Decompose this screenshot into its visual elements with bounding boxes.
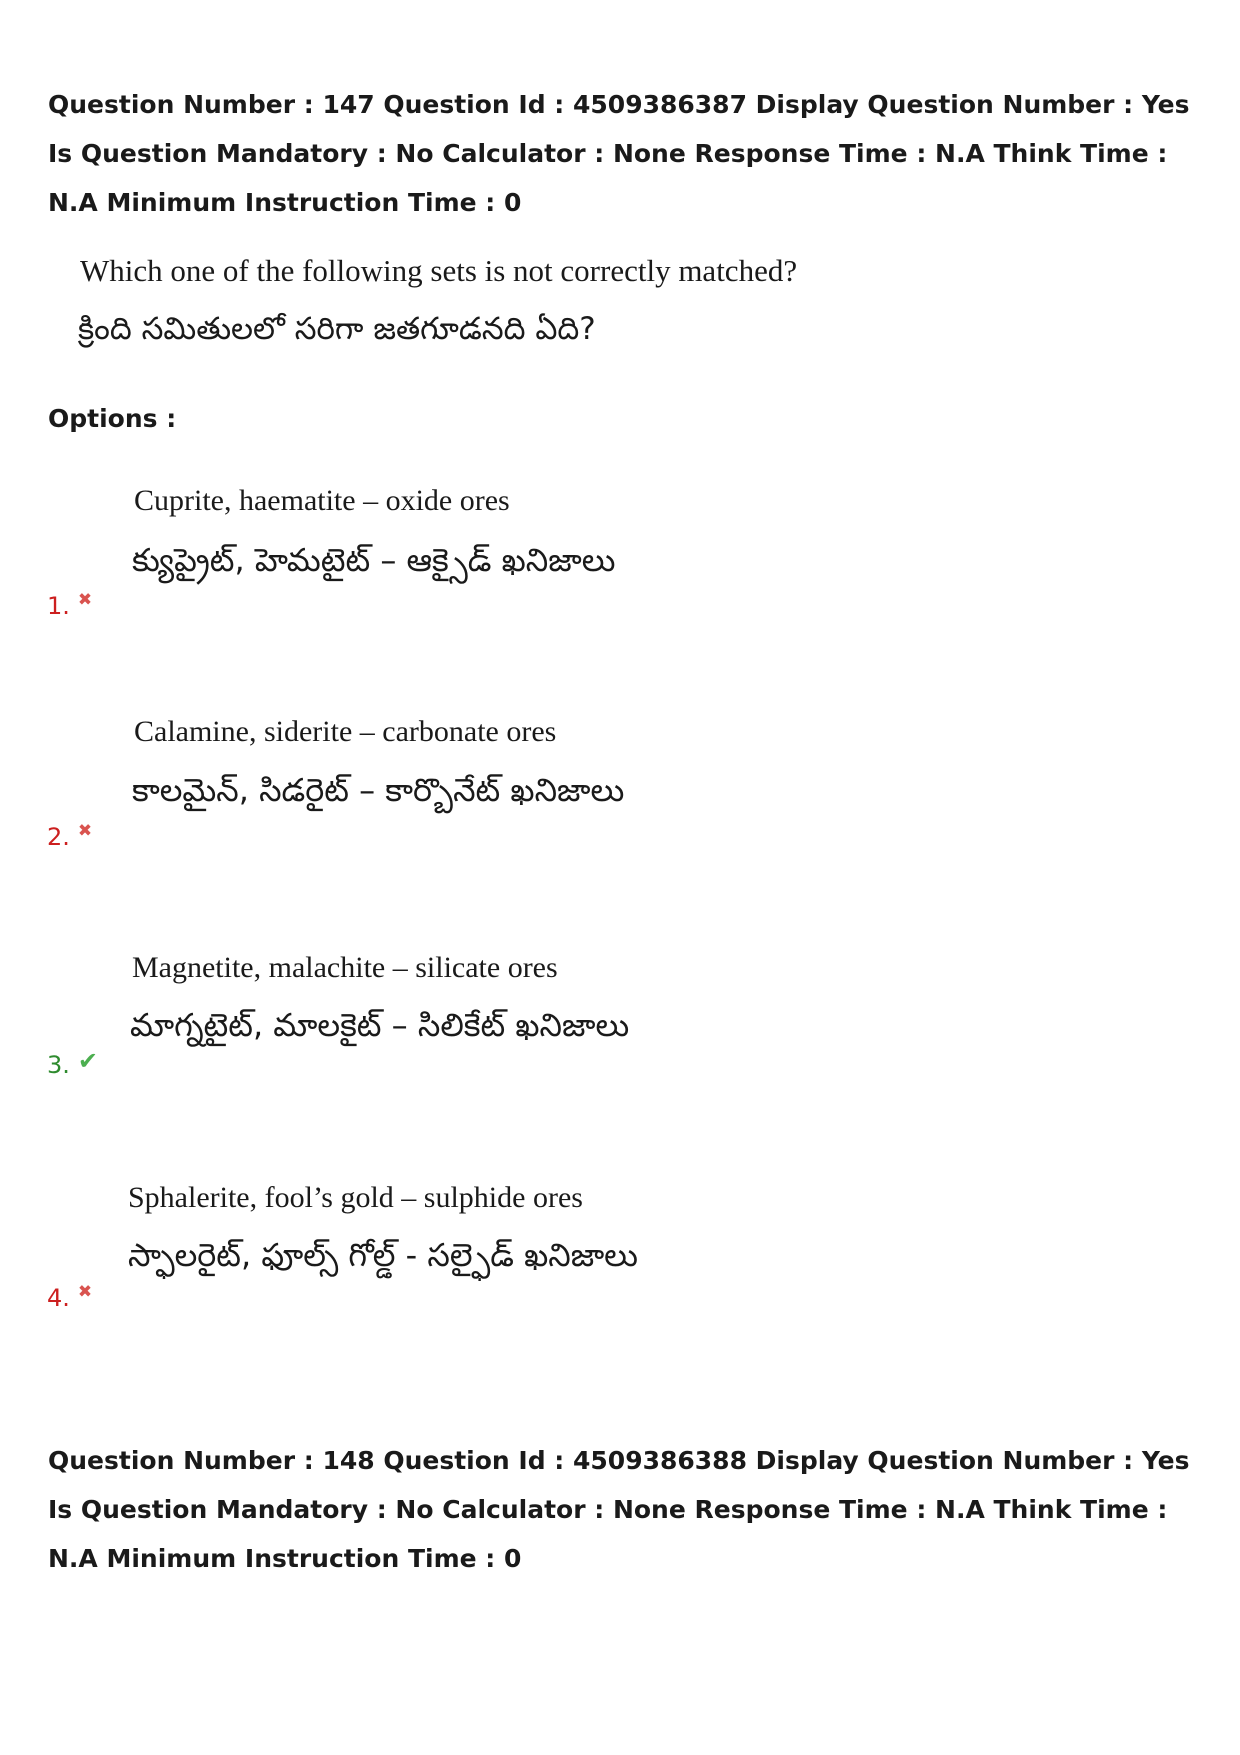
wrong-cross-icon: ✖ [77, 590, 93, 610]
wrong-cross-icon: ✖ [77, 1282, 93, 1302]
option-3-marker [47, 1047, 99, 1079]
option-1-marker [47, 592, 92, 620]
option-2-marker [47, 823, 92, 851]
question-text-telugu: క్రింది సమితులలో సరిగా జతగూడనది ఏది? [78, 311, 596, 347]
wrong-cross-icon: ✖ [77, 821, 93, 841]
option-2-text-telugu: కాలమైన్, సిడరైట్ – కార్బొనేట్ ఖనిజాలు [132, 771, 625, 809]
option-4-text-english: Sphalerite, fool’s gold – sulphide ores [128, 1181, 583, 1214]
correct-check-icon: ✔ [77, 1047, 99, 1075]
option-3-number: 3. [47, 1051, 70, 1079]
options-label: Options : [48, 404, 177, 433]
option-3-text-telugu: మాగ్నటైట్, మాలకైట్ – సిలికేట్ ఖనిజాలు [130, 1006, 630, 1044]
question-148-meta: Question Number : 148 Question Id : 4509386388 Display Question Number : Yes Is Question Mandatory : No Calculator : None Response Time : N.A Think Time : N.A Minimum Instruction Time : 0 [48, 1446, 1190, 1573]
question-text-english: Which one of the following sets is not correctly matched? [80, 253, 798, 288]
option-2-number: 2. [47, 823, 70, 851]
question-147-meta: Question Number : 147 Question Id : 4509386387 Display Question Number : Yes Is Question Mandatory : No Calculator : None Response Time : N.A Think Time : N.A Minimum Instruction Time : 0 [48, 90, 1190, 217]
option-2-text-english: Calamine, siderite – carbonate ores [134, 715, 557, 748]
option-1-number: 1. [47, 592, 70, 620]
option-4-number: 4. [47, 1284, 70, 1312]
option-4-marker [47, 1284, 92, 1312]
option-1-text-english: Cuprite, haematite – oxide ores [134, 484, 510, 517]
option-3-text-english: Magnetite, malachite – silicate ores [132, 951, 558, 984]
option-4-text-telugu: స్ఫాలరైట్, ఫూల్స్ గోల్డ్ - సల్ఫైడ్ ఖనిజాలు [128, 1236, 638, 1274]
option-1-text-telugu: క్యుప్రైట్, హెమటైట్ – ఆక్సైడ్ ఖనిజాలు [132, 541, 616, 579]
